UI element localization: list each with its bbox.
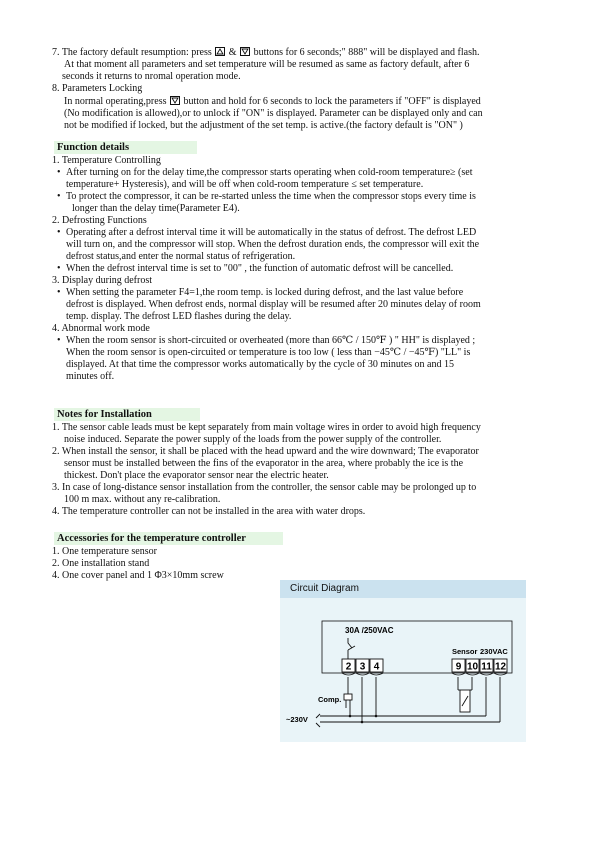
item7-line1: 7. The factory default resumption: press & buttons for 6 seconds;" 888" will be displayed and flash. — [52, 47, 480, 58]
install-note1: 1. The sensor cable leads must be kept separately from main voltage wires in order to avoid high frequency — [52, 422, 481, 433]
terminal-label: 4 — [373, 661, 380, 673]
temperature-sensor-icon — [458, 677, 472, 712]
section4-bullet1: • When the room sensor is short-circuited or overheated (more than 66℃ / 150℉ ) " HH" is displayed ; — [52, 335, 552, 347]
item7-line3: seconds it returns to nromal operation mode. — [62, 71, 241, 82]
down-button-icon — [240, 47, 250, 56]
install-note3: 3. In case of long-distance sensor installation from the controller, the sensor cable may be prolonged up to — [52, 482, 477, 493]
accessories-section — [52, 546, 272, 582]
function-details-heading: Function details — [54, 141, 197, 154]
terminal-label: 3 — [359, 661, 366, 673]
item8-line1: In normal operating,press button and hold for 6 seconds to lock the parameters if "OFF" is displayed — [64, 96, 481, 107]
circuit-diagram — [280, 580, 526, 742]
section2-bullet1: • Operating after a defrost interval time it will be automatically in the status of defrost. The defrost LED — [52, 227, 552, 239]
terminal-label: 10 — [466, 661, 479, 673]
section1-bullet1: • After turning on for the delay time,the compressor starts operating when cold-room temperature≥ (set — [52, 167, 552, 179]
install-note2: 2. When install the sensor, it shall be placed with the head upward and the wire downward; The evaporator — [52, 446, 479, 457]
circuit-diagram-title: Circuit Diagram — [280, 580, 526, 598]
terminal-label: 9 — [455, 661, 462, 673]
item8-line2: (No modification is allowed),or to unlock if "ON" is displayed. Parameter can be displayed only and can — [64, 108, 483, 119]
section2-bullet2: • When the defrost interval time is set to "00" , the function of automatic defrost will be cancelled. — [52, 263, 552, 275]
up-button-icon — [215, 47, 225, 56]
accessory-item: 1. One temperature sensor — [52, 546, 157, 557]
compressor-icon — [344, 677, 352, 716]
section3-title: 3. Display during defrost — [52, 275, 152, 286]
section2-title: 2. Defrosting Functions — [52, 215, 147, 226]
down-button-icon — [170, 96, 180, 105]
mains-plug-icon — [316, 714, 320, 727]
item7-line2: At that moment all parameters and set temperature will be resumed as same as factory default, after 6 — [64, 59, 470, 70]
terminal-label: 11 — [481, 661, 492, 673]
supply-label: 230VAC — [480, 647, 508, 656]
relay-rating: 30A /250VAC — [345, 626, 394, 635]
item8-line3: not be modified if locked, but the adjustment of the set temp. is active.(the factory default is "ON" ) — [64, 120, 463, 131]
factory-default-section — [52, 46, 552, 132]
terminal-block-right — [452, 659, 507, 675]
section1-bullet2: • To protect the compressor, it can be re-started unless the time when the compressor stops every time is — [52, 191, 552, 203]
terminal-label: 12 — [494, 661, 507, 673]
function-details-section: 1. Temperature Controlling • After turning on for the delay time,the compressor starts operating when cold-room temperature≥ (set temperature+ Hysteresis), and will be off when cold-room temperature ≤ set temperature. • To protect the compressor, it can be re-started unless the time when the compressor stops every time is longer than the delay time(Parameter E4). 2. Defrosting Functions • Operating after a defrost interval time it will be automatically in the status of defrost. The defrost LED will turn on, and the compressor will stop. When the defrost duration ends, the compressor will exit the defrost status,and enter the normal status of refrigeration. • When the defrost interval time is set to "00" , the function of automatic defrost will be cancelled. 3. Display during defrost • When setting the parameter F4=1,the room temp. is locked during defrost, and the last value before defrost is displayed. When defrost ends, normal display will be resumed after 20 minutes delay of room temp. display. The defrost LED flashes during the delay. 4. Abnormal work mode • When the room sensor is short-circuited or overheated (more than 66℃ / 150℉ ) " HH" is displayed ; When the room sensor is open-circuited or temperature is too low ( less than −45℃ / −45℉) "LL" is displayed. At that time the compressor works automatically by the cycle of 30 minutes on and 15 minutes off. — [52, 155, 552, 383]
install-note4: 4. The temperature controller can not be installed in the area with water drops. — [52, 506, 366, 517]
accessory-item: 2. One installation stand — [52, 558, 150, 569]
terminal-block-left — [342, 659, 383, 675]
accessories-heading: Accessories for the temperature controller — [54, 532, 283, 545]
installation-heading: Notes for Installation — [54, 408, 200, 421]
compressor-label: Comp. — [318, 695, 342, 704]
item8-title: 8. Parameters Locking — [52, 83, 143, 94]
section3-bullet1: • When setting the parameter F4=1,the room temp. is locked during defrost, and the last value before — [52, 287, 552, 299]
sensor-label: Sensor — [452, 647, 478, 656]
terminal-label: 2 — [345, 661, 352, 673]
installation-section: 1. The sensor cable leads must be kept separately from main voltage wires in order to avoid high frequency noise induced. Separate the power supply of the loads from the power supply of the controller. 2. When install the sensor, it shall be placed with the head upward and the wire downward; The evaporator sensor must be installed between the fins of the evaporator in the area, where probably the ice is the thickest. Don't place the evaporator sensor near the electric heater. 3. In case of long-distance sensor installation from the controller, the sensor cable may be prolonged up to 100 m max. without any re-calibration. 4. The temperature controller can not be installed in the area with water drops. — [52, 422, 552, 518]
mains-label: ~230V — [286, 715, 308, 724]
section4-title: 4. Abnormal work mode — [52, 323, 150, 334]
accessory-item: 4. One cover panel and 1 Φ3×10mm screw — [52, 570, 224, 581]
section1-title: 1. Temperature Controlling — [52, 155, 161, 166]
